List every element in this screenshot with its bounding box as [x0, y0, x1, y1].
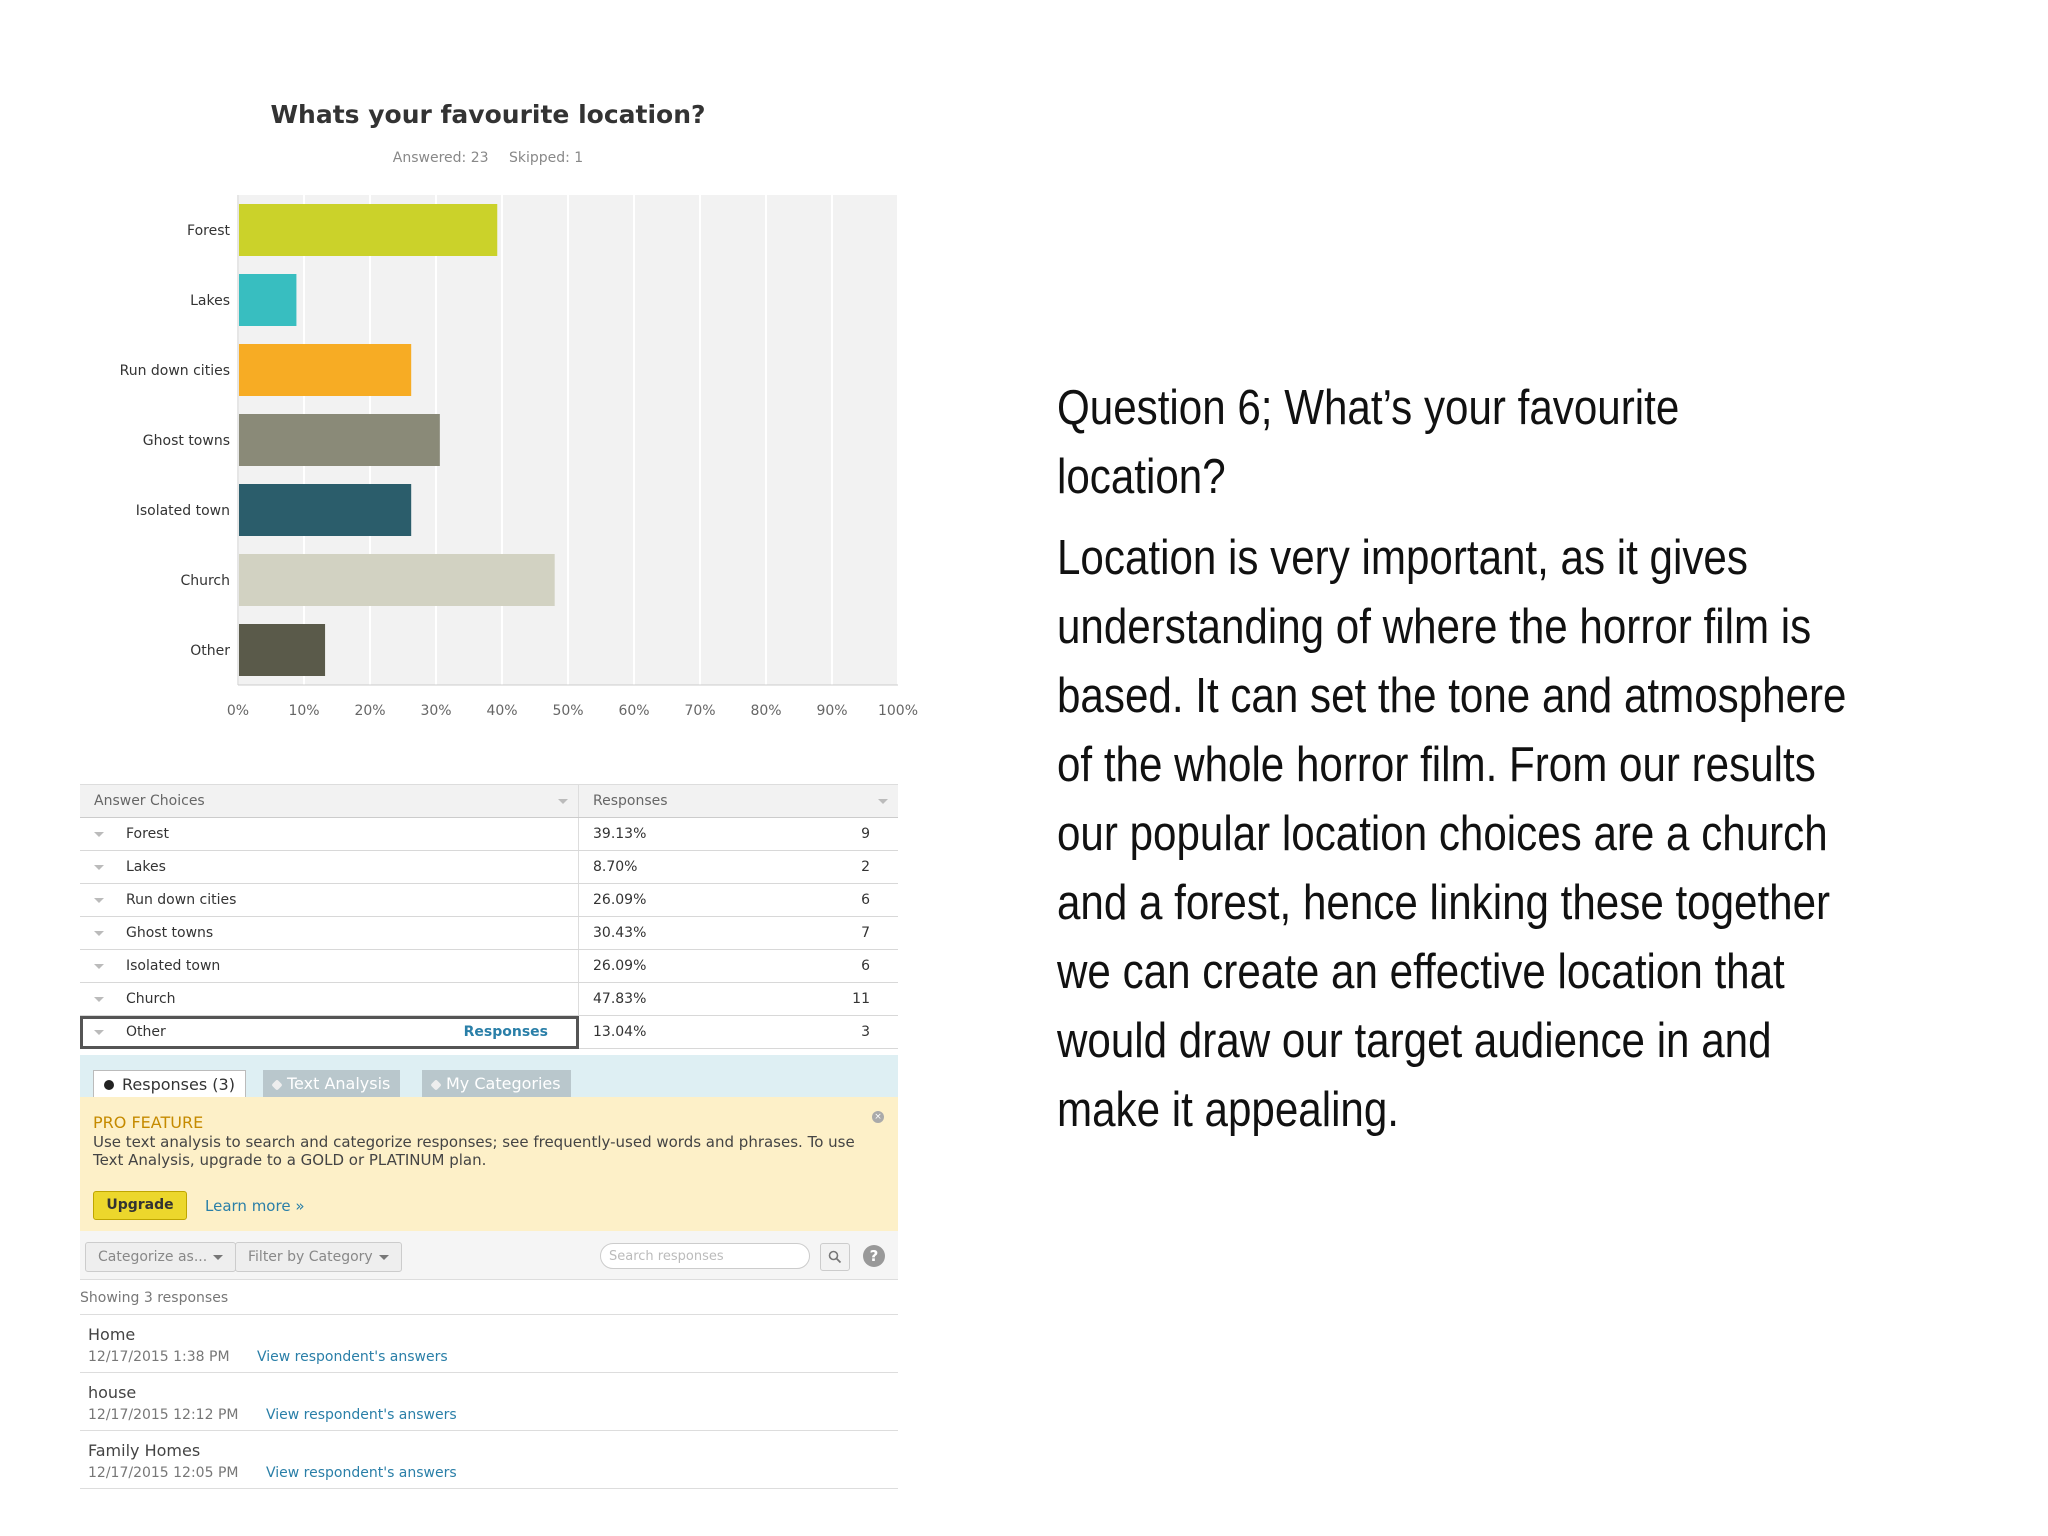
response-count: 6 — [769, 950, 898, 983]
answer-choice-cell — [80, 818, 579, 851]
skipped-count: Skipped: 1 — [508, 150, 584, 166]
question-heading: Question 6; What’s your favourite location? — [1057, 381, 1680, 504]
answer-choice-label: Church — [126, 991, 176, 1007]
search-icon — [828, 1250, 842, 1264]
chart-subtitle — [0, 150, 976, 166]
bar — [239, 204, 497, 256]
tag-icon — [430, 1079, 441, 1090]
response-percent: 26.09% — [579, 884, 770, 917]
category-label: Isolated town — [135, 503, 230, 519]
pro-feature-text: Use text analysis to search and categorize responses; see frequently-used words and phrases. To use Text Analysis, upgrade to a GOLD or PLATINUM plan. — [93, 1133, 855, 1169]
tab-text-analysis[interactable]: Text Analysis — [263, 1070, 400, 1097]
answer-choice-label: Other — [126, 1024, 166, 1040]
tag-icon — [271, 1079, 282, 1090]
answer-choices-header[interactable]: Answer Choices — [80, 785, 579, 818]
x-tick-label: 70% — [684, 703, 716, 719]
filter-bar — [80, 1231, 898, 1280]
tab-my-categories[interactable]: My Categories — [422, 1070, 571, 1097]
bar — [239, 554, 555, 606]
tab-responses[interactable]: Responses (3) — [93, 1070, 246, 1098]
table-row — [80, 917, 898, 950]
search-button[interactable] — [820, 1243, 850, 1271]
upgrade-button[interactable]: Upgrade — [93, 1191, 187, 1220]
chevron-down-icon[interactable] — [94, 1030, 104, 1035]
view-respondent-link[interactable]: View respondent's answers — [266, 1407, 457, 1423]
answer-choice-label: Isolated town — [126, 958, 221, 974]
response-percent: 8.70% — [579, 851, 770, 884]
response-date: 12/17/2015 1:38 PM — [88, 1349, 230, 1365]
chevron-down-icon — [379, 1255, 389, 1260]
list-item — [80, 1315, 898, 1373]
category-label: Lakes — [190, 293, 230, 309]
chevron-down-icon — [213, 1255, 223, 1260]
x-tick-label: 0% — [226, 703, 250, 719]
category-label: Other — [190, 643, 230, 659]
response-answer: Home — [88, 1325, 136, 1344]
responses-link[interactable]: Responses — [463, 1024, 548, 1040]
x-tick-label: 100% — [877, 703, 919, 719]
filter-by-category-dropdown[interactable]: Filter by Category — [235, 1242, 402, 1272]
response-date: 12/17/2015 12:12 PM — [88, 1407, 239, 1423]
answer-choice-label: Lakes — [126, 859, 166, 875]
response-percent: 13.04% — [579, 1016, 770, 1049]
response-count: 6 — [769, 884, 898, 917]
list-item — [80, 1373, 898, 1431]
chart-title: Whats your favourite location? — [270, 100, 706, 129]
category-label: Church — [180, 573, 230, 589]
answer-choices-table — [80, 784, 898, 1049]
help-icon[interactable]: ? — [863, 1245, 885, 1267]
bar — [239, 624, 325, 676]
answered-count: Answered: 23 — [392, 150, 489, 166]
chevron-down-icon[interactable] — [94, 964, 104, 969]
response-percent: 47.83% — [579, 983, 770, 1016]
response-date: 12/17/2015 12:05 PM — [88, 1465, 239, 1481]
answer-choice-cell — [80, 983, 579, 1016]
bar — [239, 414, 440, 466]
table-header-row — [80, 785, 898, 818]
category-label: Run down cities — [119, 363, 230, 379]
chevron-down-icon[interactable] — [94, 997, 104, 1002]
answer-choice-label: Forest — [126, 826, 169, 842]
response-percent: 30.43% — [579, 917, 770, 950]
chevron-down-icon[interactable] — [558, 799, 568, 804]
response-count: 11 — [769, 983, 898, 1016]
answer-choice-cell — [80, 884, 579, 917]
x-tick-label: 40% — [486, 703, 518, 719]
answer-choice-label: Ghost towns — [126, 925, 214, 941]
showing-count: Showing 3 responses — [80, 1282, 898, 1315]
bullet-icon — [104, 1080, 114, 1090]
response-count: 3 — [769, 1016, 898, 1049]
categorize-dropdown[interactable]: Categorize as... — [85, 1242, 236, 1272]
table-row — [80, 884, 898, 917]
analysis-paragraph: Location is very important, as it gives understanding of where the horror film is based. It can set the tone and atmosphere of the whole horror film. From our results our popular location choices are a church and a forest, hence linking these together we can create an effective location that would draw our target audience in and make it appealing. — [1057, 531, 1847, 1137]
view-respondent-link[interactable]: View respondent's answers — [266, 1465, 457, 1481]
learn-more-link[interactable]: Learn more » — [205, 1197, 305, 1215]
chevron-down-icon[interactable] — [878, 799, 888, 804]
pro-feature-title: PRO FEATURE — [93, 1113, 204, 1132]
category-label: Forest — [187, 223, 230, 239]
answer-choice-cell — [80, 950, 579, 983]
x-tick-label: 50% — [552, 703, 584, 719]
table-row — [80, 950, 898, 983]
slide-text — [1057, 374, 1848, 1145]
category-label: Ghost towns — [142, 433, 230, 449]
table-row — [80, 851, 898, 884]
chevron-down-icon[interactable] — [94, 931, 104, 936]
chevron-down-icon[interactable] — [94, 832, 104, 837]
bar-chart — [90, 190, 920, 730]
x-tick-label: 30% — [420, 703, 452, 719]
table-row — [80, 1016, 898, 1049]
response-count: 9 — [769, 818, 898, 851]
response-percent: 26.09% — [579, 950, 770, 983]
response-percent: 39.13% — [579, 818, 770, 851]
table-row — [80, 818, 898, 851]
response-answer: Family Homes — [88, 1441, 201, 1460]
x-tick-label: 60% — [618, 703, 650, 719]
response-count: 2 — [769, 851, 898, 884]
answer-choice-cell — [80, 851, 579, 884]
chevron-down-icon[interactable] — [94, 865, 104, 870]
x-tick-label: 80% — [750, 703, 782, 719]
answer-choice-cell — [80, 917, 579, 950]
response-tabs — [80, 1055, 898, 1097]
answer-choice-label: Run down cities — [126, 892, 237, 908]
table-row — [80, 983, 898, 1016]
view-respondent-link[interactable]: View respondent's answers — [257, 1349, 448, 1365]
chevron-down-icon[interactable] — [94, 898, 104, 903]
answer-choice-cell — [80, 1016, 579, 1049]
pro-feature-panel — [80, 1097, 898, 1231]
close-icon[interactable]: × — [872, 1111, 884, 1123]
x-tick-label: 90% — [816, 703, 848, 719]
response-count: 7 — [769, 917, 898, 950]
search-input[interactable]: Search responses — [600, 1243, 810, 1269]
bar — [239, 274, 296, 326]
response-answer: house — [88, 1383, 137, 1402]
responses-header[interactable]: Responses — [579, 785, 899, 818]
list-item — [80, 1431, 898, 1489]
x-tick-label: 10% — [288, 703, 320, 719]
bar — [239, 484, 411, 536]
bar — [239, 344, 411, 396]
x-tick-label: 20% — [354, 703, 386, 719]
